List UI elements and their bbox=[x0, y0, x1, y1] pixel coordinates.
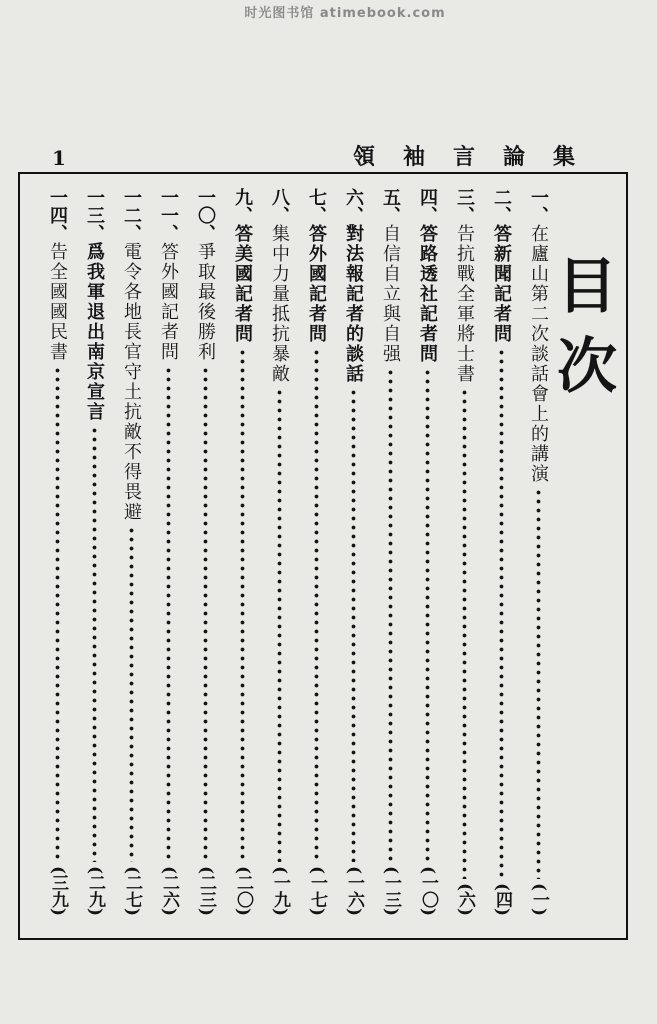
entry-number: 五、 bbox=[380, 188, 401, 224]
entry-title: 爲我軍退出南京宣言 bbox=[84, 242, 105, 422]
dot-leader bbox=[225, 348, 260, 862]
dot-leader bbox=[299, 348, 334, 862]
entry-page: (一三) bbox=[381, 865, 401, 916]
running-title: 領袖言論集 bbox=[352, 144, 603, 170]
dot-leader bbox=[114, 526, 149, 862]
entry-page: (三九) bbox=[48, 865, 68, 916]
toc-entry[interactable] bbox=[447, 188, 482, 916]
entry-number: 八、 bbox=[269, 188, 290, 224]
entry-number: 六、 bbox=[343, 188, 364, 224]
entry-number: 四、 bbox=[417, 188, 438, 224]
entry-number: 一三、 bbox=[84, 188, 105, 242]
toc-entry[interactable] bbox=[336, 188, 371, 916]
toc-entry[interactable] bbox=[262, 188, 297, 916]
entry-number: 七、 bbox=[306, 188, 327, 224]
entry-title: 爭取最後勝利 bbox=[195, 242, 216, 362]
toc-entry[interactable] bbox=[373, 188, 408, 916]
toc-entry[interactable] bbox=[151, 188, 186, 916]
entry-number: 三、 bbox=[454, 188, 475, 224]
toc-entry[interactable] bbox=[188, 188, 223, 916]
entry-title: 告抗戰全軍將士書 bbox=[454, 224, 475, 384]
entry-title: 在廬山第二次談話會上的講演 bbox=[528, 224, 549, 484]
entry-title: 答外國記者問 bbox=[158, 242, 179, 362]
entry-page: (二三) bbox=[196, 865, 216, 916]
dot-leader bbox=[151, 366, 186, 862]
entry-number: 一一、 bbox=[158, 188, 179, 242]
entry-title: 對法報記者的談話 bbox=[343, 224, 364, 384]
entry-number: 一〇、 bbox=[195, 188, 216, 242]
dot-leader bbox=[521, 488, 556, 879]
entry-number: 一二、 bbox=[121, 188, 142, 242]
entry-title: 答新聞記者問 bbox=[491, 224, 512, 344]
entry-page: (二六) bbox=[159, 865, 179, 916]
entry-page: (一七) bbox=[307, 865, 327, 916]
entry-number: 一、 bbox=[528, 188, 549, 224]
dot-leader bbox=[188, 366, 223, 862]
toc-entry[interactable] bbox=[410, 188, 445, 916]
toc-entry[interactable] bbox=[521, 188, 556, 916]
dot-leader bbox=[373, 368, 408, 862]
entry-page: (二九) bbox=[85, 865, 105, 916]
entry-page: (二〇) bbox=[233, 865, 253, 916]
toc-entry[interactable] bbox=[40, 188, 75, 916]
toc-entries bbox=[40, 188, 556, 916]
toc-entry[interactable] bbox=[484, 188, 519, 916]
entry-title: 自信自立與自强 bbox=[380, 224, 401, 364]
page-number: 1 bbox=[52, 146, 66, 170]
entry-title: 集中力量抵抗暴敵 bbox=[269, 224, 290, 384]
dot-leader bbox=[40, 366, 75, 862]
toc-entry[interactable] bbox=[77, 188, 112, 916]
dot-leader bbox=[77, 426, 112, 862]
dot-leader bbox=[410, 368, 445, 862]
entry-number: 一四、 bbox=[47, 188, 68, 242]
toc-entry[interactable] bbox=[299, 188, 334, 916]
entry-title: 答外國記者問 bbox=[306, 224, 327, 344]
dot-leader bbox=[336, 388, 371, 862]
entry-number: 二、 bbox=[491, 188, 512, 224]
dot-leader bbox=[262, 388, 297, 862]
entry-number: 九、 bbox=[232, 188, 253, 224]
entry-title: 答路透社記者問 bbox=[417, 224, 438, 364]
entry-page: (一) bbox=[529, 882, 549, 916]
toc-entry[interactable] bbox=[114, 188, 149, 916]
entry-page: (二七) bbox=[122, 865, 142, 916]
entry-page: (一九) bbox=[270, 865, 290, 916]
entry-title: 告全國國民書 bbox=[47, 242, 68, 362]
entry-title: 答美國記者問 bbox=[232, 224, 253, 344]
toc-entry[interactable] bbox=[225, 188, 260, 916]
entry-page: (一〇) bbox=[418, 865, 438, 916]
entry-page: (六) bbox=[455, 882, 475, 916]
dot-leader bbox=[447, 388, 482, 879]
toc-frame bbox=[18, 172, 628, 940]
entry-page: (一六) bbox=[344, 865, 364, 916]
toc-heading: 目次 bbox=[547, 254, 617, 414]
watermark-text: 时光图书馆 atimebook.com bbox=[244, 6, 446, 21]
entry-page: (四) bbox=[492, 882, 512, 916]
dot-leader bbox=[484, 348, 519, 879]
entry-title: 電令各地長官守土抗敵不得畏避 bbox=[121, 242, 142, 522]
